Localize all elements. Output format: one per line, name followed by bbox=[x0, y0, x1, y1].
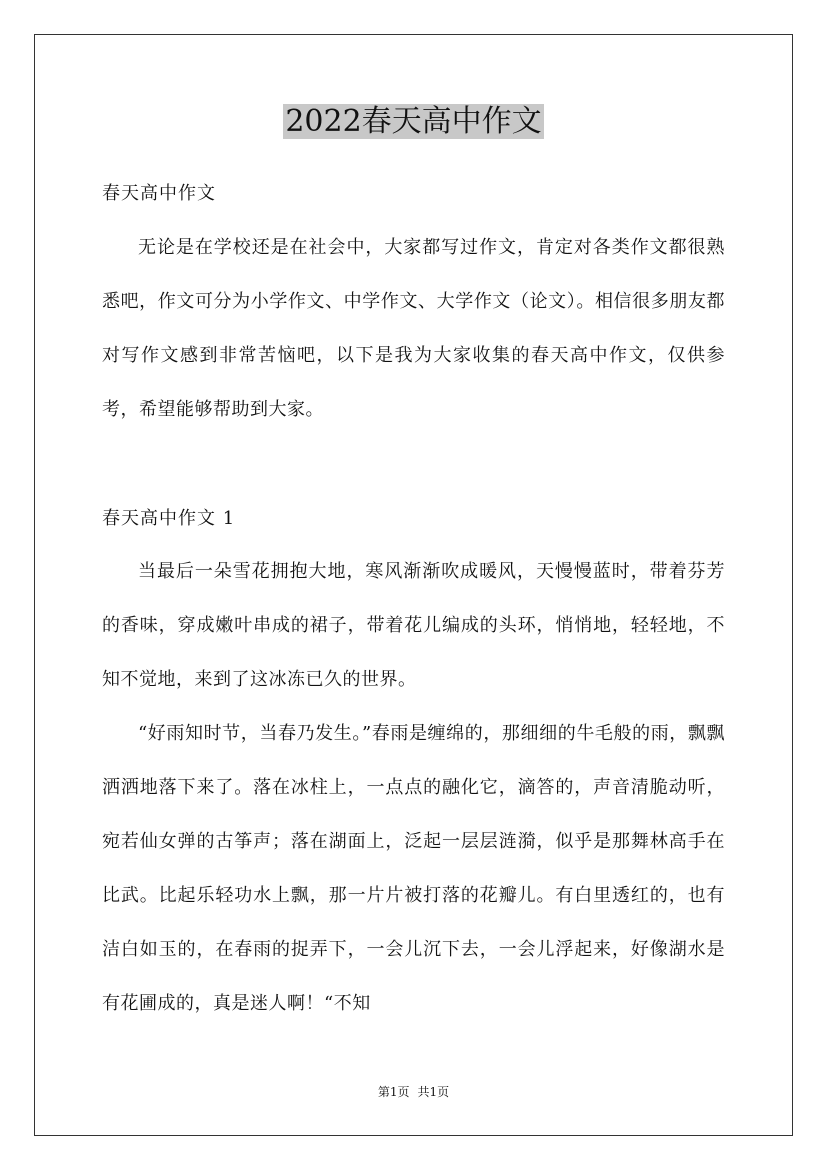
page-number: 第1页 bbox=[377, 1085, 410, 1099]
document-title bbox=[0, 103, 827, 141]
essay1-paragraph-2: “好雨知时节，当春乃发生。”春雨是缠绵的，那细细的牛毛般的雨，飘飘洒洒地落下来了。落在冰柱上，一点点的融化它，滴答的，声音清脆动听，宛若仙女弹的古筝声；落在湖面上，泛起一层层涟漪，似乎是那舞林高手在比武。比起乐轻功水上飘，那一片片被打落的花瓣儿。有白里透红的，也有洁白如玉的，在春雨的捉弄下，一会儿沉下去，一会儿浮起来，好像湖水是有花圃成的，真是迷人啊！“不知 bbox=[102, 723, 725, 1014]
document-title-text: 2022春天高中作文 bbox=[285, 104, 542, 139]
page-footer bbox=[0, 1084, 827, 1100]
essay1-heading: 春天高中作文 1 bbox=[102, 508, 236, 529]
essay1-paragraph-1: 当最后一朵雪花拥抱大地，寒风渐渐吹成暖风，天慢慢蓝时，带着芬芳的香味，穿成嫩叶串成的裙子，带着花儿编成的头环，悄悄地，轻轻地，不知不觉地，来到了这冰冻已久的世界。 bbox=[102, 561, 725, 690]
intro-heading: 春天高中作文 bbox=[102, 183, 216, 204]
intro-paragraph: 无论是在学校还是在社会中，大家都写过作文，肯定对各类作文都很熟悉吧，作文可分为小学作文、中学作文、大学作文（论文）。相信很多朋友都对写作文感到非常苦恼吧，以下是我为大家收集的春天高中作文，仅供参考，希望能够帮助到大家。 bbox=[102, 237, 725, 420]
page-total: 共1页 bbox=[417, 1085, 450, 1099]
